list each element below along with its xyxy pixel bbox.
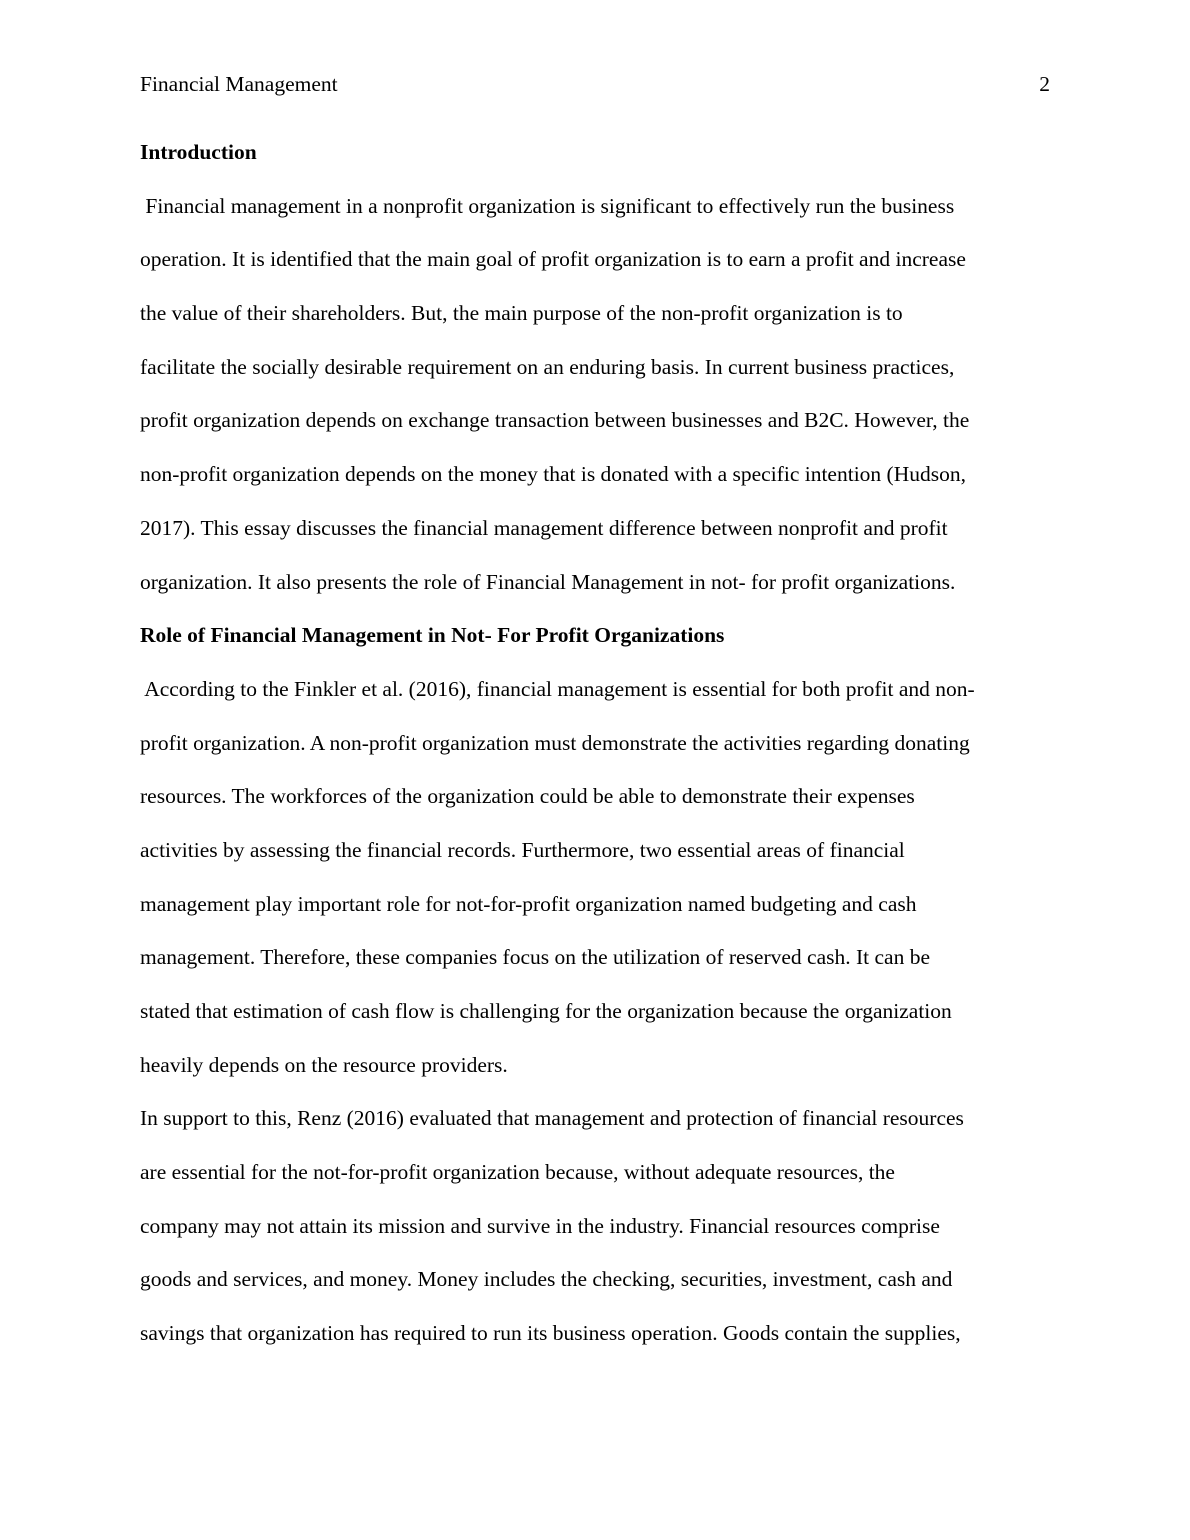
paragraph-line: management. Therefore, these companies focus on the utilization of reserved cash. It can be bbox=[140, 945, 931, 970]
paragraph-line: In support to this, Renz (2016) evaluated that management and protection of financial resources bbox=[140, 1106, 964, 1131]
role-paragraph-2 bbox=[140, 1092, 1050, 1360]
paragraph-line: are essential for the not-for-profit organization because, without adequate resources, the bbox=[140, 1160, 895, 1185]
introduction-paragraph bbox=[140, 180, 1050, 610]
paragraph-line: goods and services, and money. Money includes the checking, securities, investment, cash and bbox=[140, 1267, 953, 1292]
paragraph-line: Financial management in a nonprofit organization is significant to effectively run the business bbox=[140, 193, 955, 218]
paragraph-line: activities by assessing the financial records. Furthermore, two essential areas of financial bbox=[140, 837, 905, 862]
running-head-title: Financial Management bbox=[140, 72, 338, 96]
paragraph-line: According to the Finkler et al. (2016), financial management is essential for both profit and non- bbox=[140, 676, 975, 701]
paragraph-line: the value of their shareholders. But, the main purpose of the non-profit organization is to bbox=[140, 301, 903, 326]
paragraph-line: savings that organization has required to run its business operation. Goods contain the supplies, bbox=[140, 1321, 961, 1346]
paragraph-line: resources. The workforces of the organization could be able to demonstrate their expenses bbox=[140, 784, 915, 809]
paragraph-line: organization. It also presents the role of Financial Management in not- for profit organizations. bbox=[140, 569, 956, 594]
paragraph-line: company may not attain its mission and survive in the industry. Financial resources comprise bbox=[140, 1213, 940, 1238]
page-header bbox=[140, 70, 1050, 100]
paragraph-line: operation. It is identified that the main goal of profit organization is to earn a profit and increase bbox=[140, 247, 966, 272]
paragraph-line: profit organization. A non-profit organization must demonstrate the activities regarding donating bbox=[140, 730, 970, 755]
paragraph-line: heavily depends on the resource providers. bbox=[140, 1052, 508, 1077]
paragraph-line: stated that estimation of cash flow is challenging for the organization because the organization bbox=[140, 999, 952, 1023]
introduction-heading: Introduction bbox=[140, 140, 257, 164]
paragraph-line: non-profit organization depends on the money that is donated with a specific intention (Hudson, bbox=[140, 462, 966, 487]
paragraph-line: facilitate the socially desirable requirement on an enduring basis. In current business practices, bbox=[140, 354, 955, 379]
role-paragraph-1 bbox=[140, 663, 1050, 1093]
document-body bbox=[140, 126, 1050, 1361]
role-section-heading: Role of Financial Management in Not- For Profit Organizations bbox=[140, 623, 725, 648]
paragraph-line: profit organization depends on exchange transaction between businesses and B2C. However, the bbox=[140, 408, 970, 433]
paragraph-line: management play important role for not-for-profit organization named budgeting and cash bbox=[140, 891, 917, 916]
page-number: 2 bbox=[1039, 72, 1050, 96]
paragraph-line: 2017). This essay discusses the financial management difference between nonprofit and profit bbox=[140, 515, 948, 540]
